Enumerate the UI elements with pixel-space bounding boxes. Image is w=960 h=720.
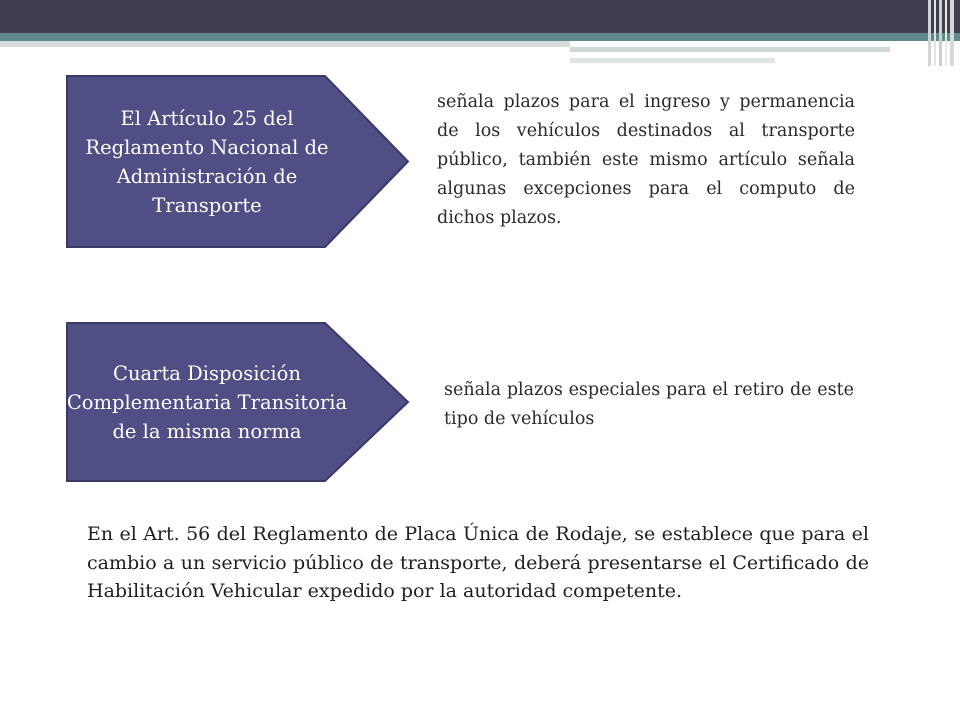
divider-line (570, 58, 775, 63)
accent-line (0, 33, 960, 41)
description-text: señala plazos especiales para el retiro de este tipo de vehículos (444, 380, 854, 429)
arrow-label: Cuarta Disposición Complementaria Transitoria de la misma norma (66, 361, 348, 443)
title-band (0, 0, 960, 33)
divider-line (570, 47, 890, 52)
corner-decoration (925, 0, 960, 66)
description-text: señala plazos para el ingreso y permanencia de los vehículos destinados al transporte público, también este mismo artículo señala algunas excepciones para el computo de dichos plazos. (437, 92, 855, 228)
arrow-label: El Artículo 25 del Reglamento Nacional de Administración de Transporte (85, 106, 329, 217)
divider-line (0, 41, 570, 47)
body-paragraph: En el Art. 56 del Reglamento de Placa Única de Rodaje, se establece que para el cambio a un servicio público de transporte, deberá presentarse el Certificado de Habilitación Vehicular expedido por la autoridad competente. (87, 523, 869, 602)
arrow-shape (66, 322, 410, 482)
arrow-shape (66, 75, 410, 248)
